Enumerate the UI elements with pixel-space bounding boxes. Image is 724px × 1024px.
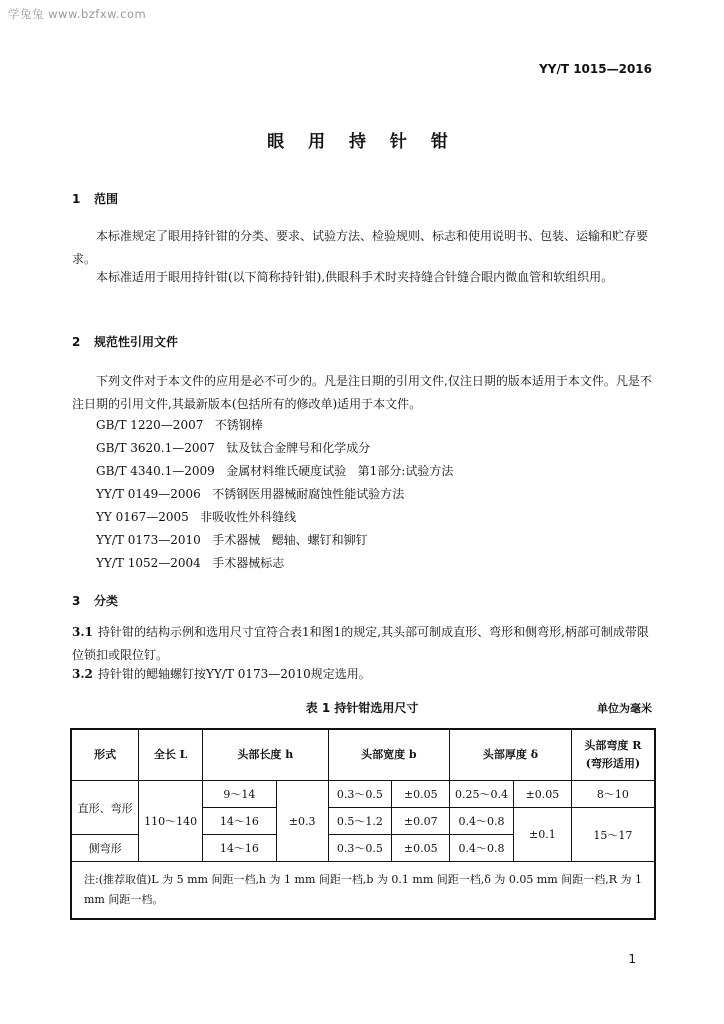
section-number: 2 [72, 335, 81, 349]
clause-3-1 [72, 621, 656, 666]
table-unit: 单位为毫米 [597, 702, 652, 715]
section-2-heading [72, 333, 178, 350]
head-thickness-cell: 0.4～0.8 [450, 835, 514, 862]
clause-number: 3.2 [72, 667, 93, 681]
reference-item: YY/T 1052—2004 手术器械标志 [96, 556, 285, 570]
section-number: 1 [72, 192, 81, 206]
head-length-cell: 14～16 [203, 808, 277, 835]
section-1-paragraph-1 [72, 225, 656, 270]
reference-item: YY 0167—2005 非吸收性外科缝线 [96, 510, 297, 524]
section-number: 3 [72, 594, 81, 608]
header-form: 形式 [71, 729, 139, 781]
head-thickness-cell: 0.4～0.8 [450, 808, 514, 835]
section-title: 范围 [94, 192, 119, 206]
clause-3-2 [72, 663, 656, 686]
section-3-heading [72, 592, 118, 609]
section-1-paragraph-2 [72, 266, 656, 289]
paragraph-text: 本标准规定了眼用持针钳的分类、要求、试验方法、检验规则、标志和使用说明书、包装、运输和贮存要求。 [72, 229, 649, 266]
reference-item: GB/T 4340.1—2009 金属材料维氏硬度试验 第1部分:试验方法 [96, 464, 454, 478]
table-caption: 表 1 持针钳选用尺寸 [305, 701, 419, 715]
header-bend-note: (弯形适用) [585, 757, 641, 770]
table-row [71, 781, 655, 808]
watermark: 学兔兔 www.bzfxw.com [8, 7, 147, 21]
reference-item: YY/T 0173—2010 手术器械 鳃轴、螺钉和铆钉 [96, 533, 368, 547]
header-length: 全长 L [139, 729, 203, 781]
section-1-heading [72, 190, 118, 207]
reference-item: YY/T 0149—2006 不锈钢医用器械耐腐蚀性能试验方法 [96, 487, 405, 501]
head-width-cell: 0.5～1.2 [328, 808, 392, 835]
head-thickness-tolerance-cell: ±0.05 [513, 781, 571, 808]
clause-text: 持针钳的鳃轴螺钉按YY/T 0173—2010规定选用。 [98, 667, 371, 681]
header-head-thickness: 头部厚度 δ [450, 729, 572, 781]
table-header-row [71, 729, 655, 781]
paragraph-text: 下列文件对于本文件的应用是必不可少的。凡是注日期的引用文件,仅注日期的版本适用于本文件。凡是不注日期的引用文件,其最新版本(包括所有的修改单)适用于本文件。 [72, 374, 652, 411]
header-bend-title: 头部弯度 R [584, 739, 642, 752]
section-2-paragraph [72, 370, 656, 415]
head-length-cell: 14～16 [203, 835, 277, 862]
header-head-width: 头部宽度 b [328, 729, 450, 781]
document-title: 眼 用 持 针 钳 [267, 132, 457, 152]
bend-cell: 15～17 [571, 808, 655, 862]
head-length-cell: 9～14 [203, 781, 277, 808]
table-note: 注:(推荐取值)L 为 5 mm 间距一档,h 为 1 mm 间距一档,b 为 0.1 mm 间距一档,δ 为 0.05 mm 间距一档,R 为 1 mm 间距一档。 [71, 862, 655, 920]
section-title: 分类 [94, 594, 119, 608]
head-width-tolerance-cell: ±0.05 [392, 781, 450, 808]
bend-cell: 8～10 [571, 781, 655, 808]
reference-item: GB/T 3620.1—2007 钛及钛合金牌号和化学成分 [96, 441, 371, 455]
paragraph-text: 本标准适用于眼用持针钳(以下简称持针钳),供眼科手术时夹持缝合针缝合眼内微血管和软组织用。 [96, 270, 614, 284]
head-width-cell: 0.3～0.5 [328, 781, 392, 808]
head-width-cell: 0.3～0.5 [328, 835, 392, 862]
head-width-tolerance-cell: ±0.07 [392, 808, 450, 835]
standard-number: YY/T 1015—2016 [539, 62, 652, 76]
clause-number: 3.1 [72, 625, 93, 639]
section-title: 规范性引用文件 [94, 335, 179, 349]
header-head-length: 头部长度 h [203, 729, 329, 781]
head-length-tolerance-cell: ±0.3 [276, 781, 328, 862]
head-thickness-cell: 0.25～0.4 [450, 781, 514, 808]
page-number: 1 [628, 952, 636, 966]
header-bend [571, 729, 655, 781]
head-thickness-tolerance-cell: ±0.1 [513, 808, 571, 862]
clause-text: 持针钳的结构示例和选用尺寸宜符合表1和图1的规定,其头部可制成直形、弯形和侧弯形,柄部可制成带限位锁扣或限位钉。 [72, 625, 649, 662]
reference-item: GB/T 1220—2007 不锈钢棒 [96, 418, 263, 432]
length-cell: 110～140 [139, 781, 203, 862]
form-cell: 侧弯形 [71, 835, 139, 862]
form-cell: 直形、弯形 [71, 781, 139, 835]
dimension-table [70, 728, 656, 920]
table-note-row [71, 862, 655, 920]
head-width-tolerance-cell: ±0.05 [392, 835, 450, 862]
